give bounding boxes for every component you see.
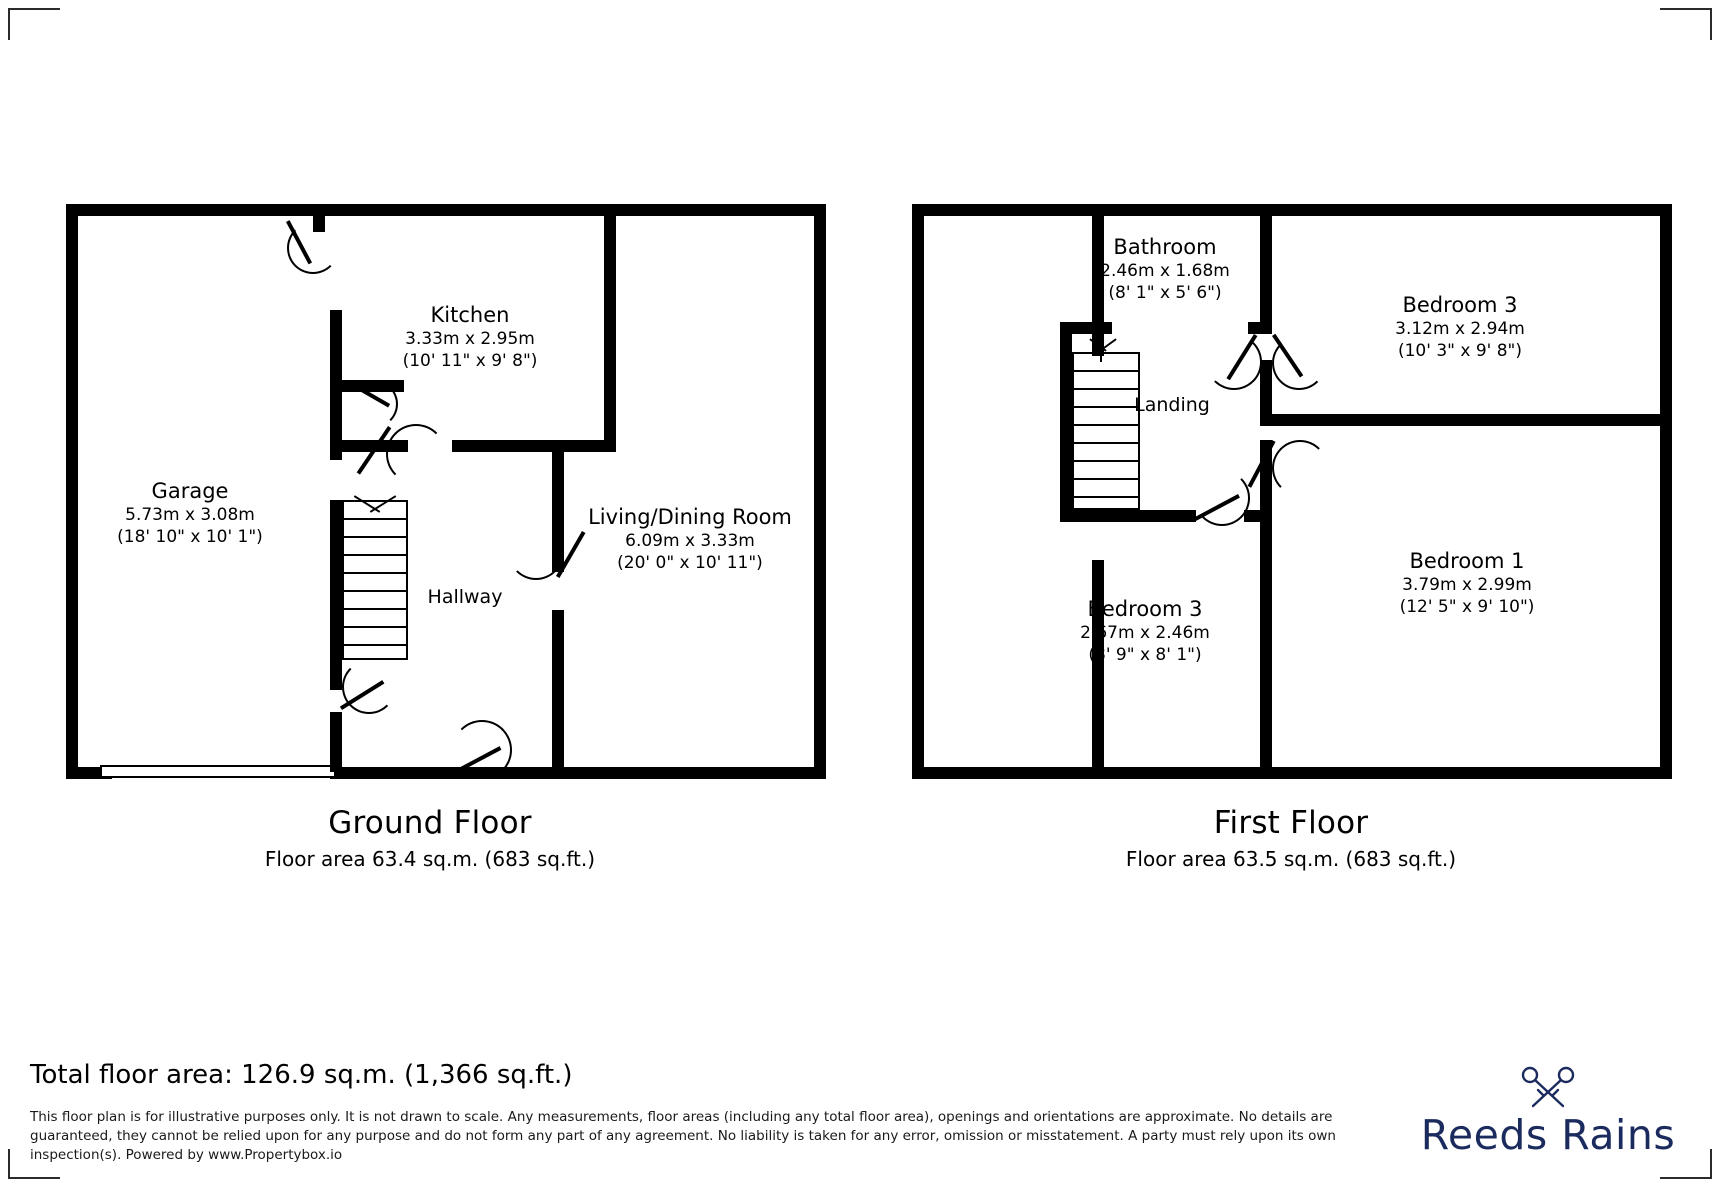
- wall-bedroom3-bottom: [1260, 414, 1672, 426]
- wall-landing-bottom: [1060, 510, 1196, 522]
- room-name: Kitchen: [430, 303, 510, 327]
- room-label-garage: [60, 478, 320, 548]
- wall-garage-hall: [330, 310, 342, 460]
- wall-outer-top: [912, 204, 1672, 216]
- wall-garage-hall-3: [330, 712, 342, 772]
- room-imperial: (8' 1" x 5' 6"): [1108, 282, 1222, 303]
- first-floor-title: [860, 805, 1722, 871]
- disclaimer-text: This floor plan is for illustrative purposes only. It is not drawn to scale. Any measurements, floor areas (including any total floor area), openings and orientations are approximate. No details are guaranteed, they cannot be relied upon for any purpose and do not form any part of any agreement. No liability is taken for any error, omission or misstatement. A party must rely upon its own inspection(s). Powered by www.Propertybox.io: [30, 1109, 1336, 1164]
- wall-outer-top: [66, 204, 826, 216]
- wall-landing-left: [1060, 322, 1072, 522]
- first-floor-plan: [860, 0, 1722, 871]
- brand-name: Reeds Rains: [1420, 1111, 1676, 1159]
- wall-outer-right: [1660, 204, 1672, 779]
- wall-outer-bottom-right: [330, 767, 826, 779]
- stairs-ground: [342, 500, 408, 660]
- door-hall-living: [508, 524, 564, 580]
- room-name: Bedroom 3: [1087, 597, 1203, 621]
- room-name: Bathroom: [1113, 235, 1217, 259]
- room-name: Bedroom 1: [1409, 549, 1525, 573]
- wall-hall-lower-stub: [330, 660, 342, 690]
- room-imperial: (18' 10" x 10' 1"): [117, 526, 263, 547]
- room-metric: 2.67m x 2.46m: [1080, 622, 1210, 643]
- room-metric: 3.12m x 2.94m: [1395, 318, 1525, 339]
- room-metric: 5.73m x 3.08m: [125, 504, 255, 525]
- room-label-living-dining: [560, 504, 820, 574]
- room-name: Landing: [1134, 394, 1210, 416]
- room-imperial: (10' 3" x 9' 8"): [1397, 340, 1522, 361]
- brand-logo: [1398, 1063, 1698, 1159]
- room-imperial: (12' 5" x 9' 10"): [1399, 596, 1535, 617]
- wall-outer-bottom: [912, 767, 1672, 779]
- door-bedroom3-lower: [1194, 470, 1250, 526]
- door-bathroom: [1206, 334, 1262, 390]
- frame-mask-bottom: [60, 1167, 1660, 1189]
- room-label-bedroom-1: [1272, 548, 1662, 618]
- room-name: Bedroom 3: [1402, 293, 1518, 317]
- total-floor-area: Total floor area: 126.9 sq.m. (1,366 sq.ft.): [30, 1060, 573, 1090]
- room-metric: 6.09m x 3.33m: [625, 530, 755, 551]
- room-name: Hallway: [427, 586, 503, 608]
- room-metric: 3.33m x 2.95m: [405, 328, 535, 349]
- room-imperial: (20' 0" x 10' 11"): [617, 552, 763, 573]
- room-imperial: (10' 11" x 9' 8"): [402, 350, 538, 371]
- ground-floor-title: [0, 805, 860, 871]
- room-metric: 3.79m x 2.99m: [1402, 574, 1532, 595]
- garage-door: [100, 765, 336, 778]
- room-label-kitchen: [350, 302, 590, 372]
- wall-kitchen-right: [604, 216, 616, 446]
- floor-area-text: Floor area 63.5 sq.m. (683 sq.ft.): [1125, 847, 1457, 871]
- door-bedroom1: [1272, 440, 1328, 496]
- stairs-first: [1072, 352, 1140, 510]
- floor-area-text: Floor area 63.4 sq.m. (683 sq.ft.): [264, 847, 596, 871]
- crossed-keys-icon: [1398, 1063, 1698, 1111]
- room-name: Garage: [151, 479, 229, 503]
- wall-outer-right: [814, 204, 826, 779]
- floor-title-text: First Floor: [1213, 805, 1369, 841]
- room-imperial: (8' 9" x 8' 1"): [1088, 644, 1202, 665]
- door-hall-kitchen-2: [386, 424, 446, 484]
- wall-living-left-2: [552, 610, 564, 770]
- room-label-bedroom-3-upper: [1260, 292, 1660, 362]
- room-name: Living/Dining Room: [588, 505, 792, 529]
- room-label-bedroom-3-lower: [1020, 596, 1270, 666]
- wall-garage-hall-2: [330, 500, 342, 680]
- wall-outer-left: [912, 204, 924, 779]
- room-metric: 2.46m x 1.68m: [1100, 260, 1230, 281]
- floor-title-text: Ground Floor: [328, 805, 532, 841]
- ground-floor-plan: [0, 0, 860, 871]
- room-label-hallway: [400, 585, 530, 609]
- room-label-landing: [1082, 393, 1262, 417]
- wall-kitchen-bottom-right: [452, 440, 616, 452]
